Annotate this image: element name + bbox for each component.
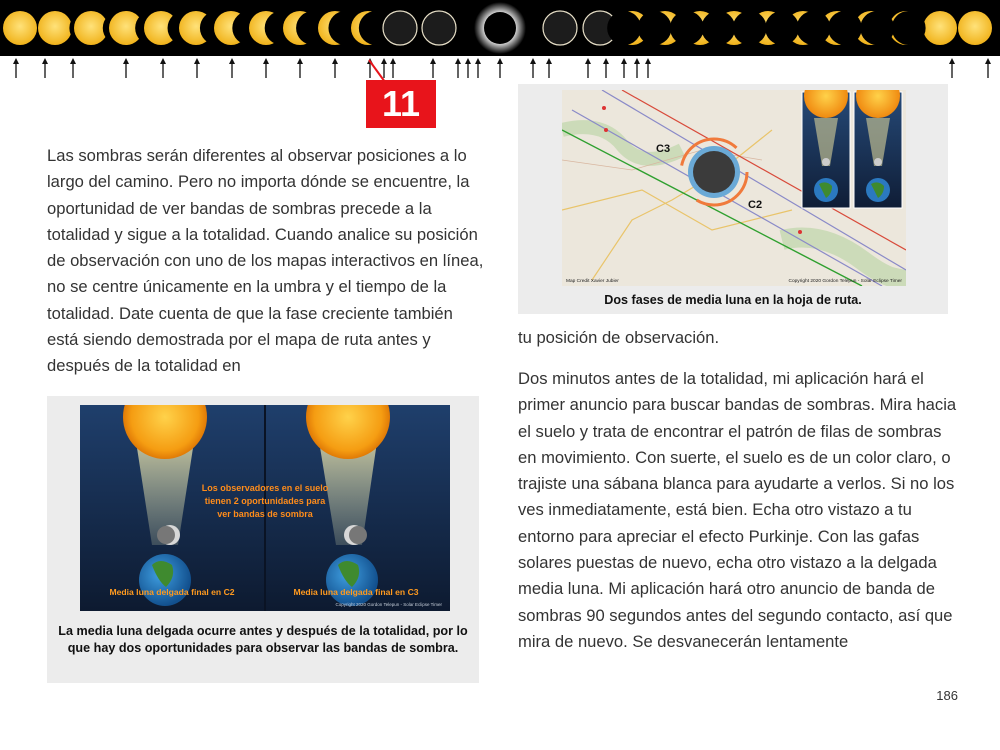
figure-left-caption: La media luna delgada ocurre antes y después de la totalidad, por lo que hay dos oportunidades para observar las bandas de sombra. bbox=[58, 624, 468, 655]
contact-arrowhead bbox=[42, 58, 48, 64]
contact-arrowhead bbox=[123, 58, 129, 64]
contact-arrowhead bbox=[160, 58, 166, 64]
figure-right-caption: Dos fases de media luna en la hoja de ruta. bbox=[604, 293, 862, 307]
figure-route-map bbox=[518, 84, 948, 314]
eclipse-phase-moon bbox=[670, 11, 704, 45]
contact-arrowhead bbox=[475, 58, 481, 64]
right-continuation-text: tu posición de observación. bbox=[518, 328, 720, 347]
eclipse-phase-moon bbox=[860, 11, 894, 45]
contact-arrowhead bbox=[465, 58, 471, 64]
contact-arrowhead bbox=[603, 58, 609, 64]
contact-arrowhead bbox=[585, 58, 591, 64]
page-number: 186 bbox=[936, 688, 958, 703]
contact-arrowhead bbox=[985, 58, 991, 64]
route-map-image bbox=[562, 90, 906, 286]
contact-arrowhead bbox=[497, 58, 503, 64]
eclipse-phase-sun bbox=[923, 11, 957, 45]
map-label-c3: C3 bbox=[656, 143, 671, 155]
eclipse-phase-sun bbox=[958, 11, 992, 45]
overlay-line-2: tienen 2 oportunidades para bbox=[204, 496, 326, 506]
contact-arrowhead bbox=[70, 58, 76, 64]
totality-moon bbox=[484, 12, 516, 44]
contact-arrowhead bbox=[621, 58, 627, 64]
chapter-number-badge: 11 bbox=[366, 80, 436, 128]
eclipse-phases bbox=[3, 2, 992, 54]
contact-arrowhead bbox=[634, 58, 640, 64]
contact-arrowhead bbox=[297, 58, 303, 64]
contact-arrowhead bbox=[332, 58, 338, 64]
map-label-c2: C2 bbox=[748, 199, 763, 211]
eclipse-phase-moon bbox=[607, 11, 641, 45]
eclipse-phase-sun bbox=[543, 11, 577, 45]
eclipse-phase-moon bbox=[892, 11, 926, 45]
eclipse-phase-moon bbox=[796, 11, 830, 45]
contact-arrowhead bbox=[194, 58, 200, 64]
contact-arrowhead bbox=[530, 58, 536, 64]
eclipse-phase-banner bbox=[0, 0, 1000, 56]
eclipse-phase-sun bbox=[3, 11, 37, 45]
map-copyright: Copyright 2020 Gordon Telepun - Solar Eclipse Timer bbox=[788, 279, 902, 284]
contact-arrow-row bbox=[0, 56, 1000, 82]
contact-arrowhead bbox=[13, 58, 19, 64]
eclipse-phase-sun bbox=[383, 11, 417, 45]
eclipse-phase-sun bbox=[38, 11, 72, 45]
contact-arrowhead bbox=[229, 58, 235, 64]
figure-crescent-illustration bbox=[47, 396, 479, 683]
right-body-paragraph: Dos minutos antes de la totalidad, mi aplicación hará el primer anuncio para buscar bandas de sombras. Mira hacia el suelo y trata de encontrar el patrón de filas de sombras en movimiento. Con suerte, el suelo es de un color claro, o trajiste una sábana blanca para ayudarte a verlos. Si no los ves inmediatamente, está bien. Echa otro vistazo a tu entorno para apreciar el efecto Purkinje. Con las gafas solares puestas de nuevo, echa otro vistazo a la delgada media luna. Mi aplicación hará otro anuncio de banda de sombras 90 segundos antes del segundo contacto, así que mira de nuevo. Se desvanecerán lentamente bbox=[518, 369, 957, 651]
contact-arrowhead bbox=[949, 58, 955, 64]
left-body-paragraph: Las sombras serán diferentes al observar posiciones a lo largo del camino. Pero no importa dónde se encuentre, la oportunidad de ver bandas de sombras precede a la totalidad y sigue a la totalidad. Cuando analice su posición de observación con uno de los mapas interactivos en línea, no se centre únicamente en la umbra y el tiempo de la totalidad. Date cuenta de que la fase creciente también está siendo demostrada por el mapa de ruta antes y después de la totalidad en bbox=[47, 146, 484, 376]
eclipse-phase-moon bbox=[701, 11, 735, 45]
eclipse-phase-moon bbox=[733, 11, 767, 45]
eclipse-phase-moon bbox=[638, 11, 672, 45]
overlay-line-3: ver bandas de sombra bbox=[217, 509, 313, 519]
eclipse-phase-sun bbox=[422, 11, 456, 45]
crescent-illustration-image bbox=[80, 405, 450, 611]
overlay-line-1: Los observadores en el suelo bbox=[201, 483, 329, 493]
contact-arrowhead bbox=[263, 58, 269, 64]
label-c2: Media luna delgada final en C2 bbox=[109, 587, 235, 597]
eclipse-phase-moon bbox=[828, 11, 862, 45]
eclipse-phase-moon bbox=[765, 11, 799, 45]
contact-arrowhead bbox=[546, 58, 552, 64]
contact-arrowhead bbox=[455, 58, 461, 64]
label-c3: Media luna delgada final en C3 bbox=[293, 587, 419, 597]
figure-credit: Copyright 2020 Gordon Telepun - Solar Eclipse Timer bbox=[335, 602, 442, 607]
map-credit: Map Credit Xavier Jubier bbox=[566, 279, 619, 284]
contact-arrowhead bbox=[645, 58, 651, 64]
